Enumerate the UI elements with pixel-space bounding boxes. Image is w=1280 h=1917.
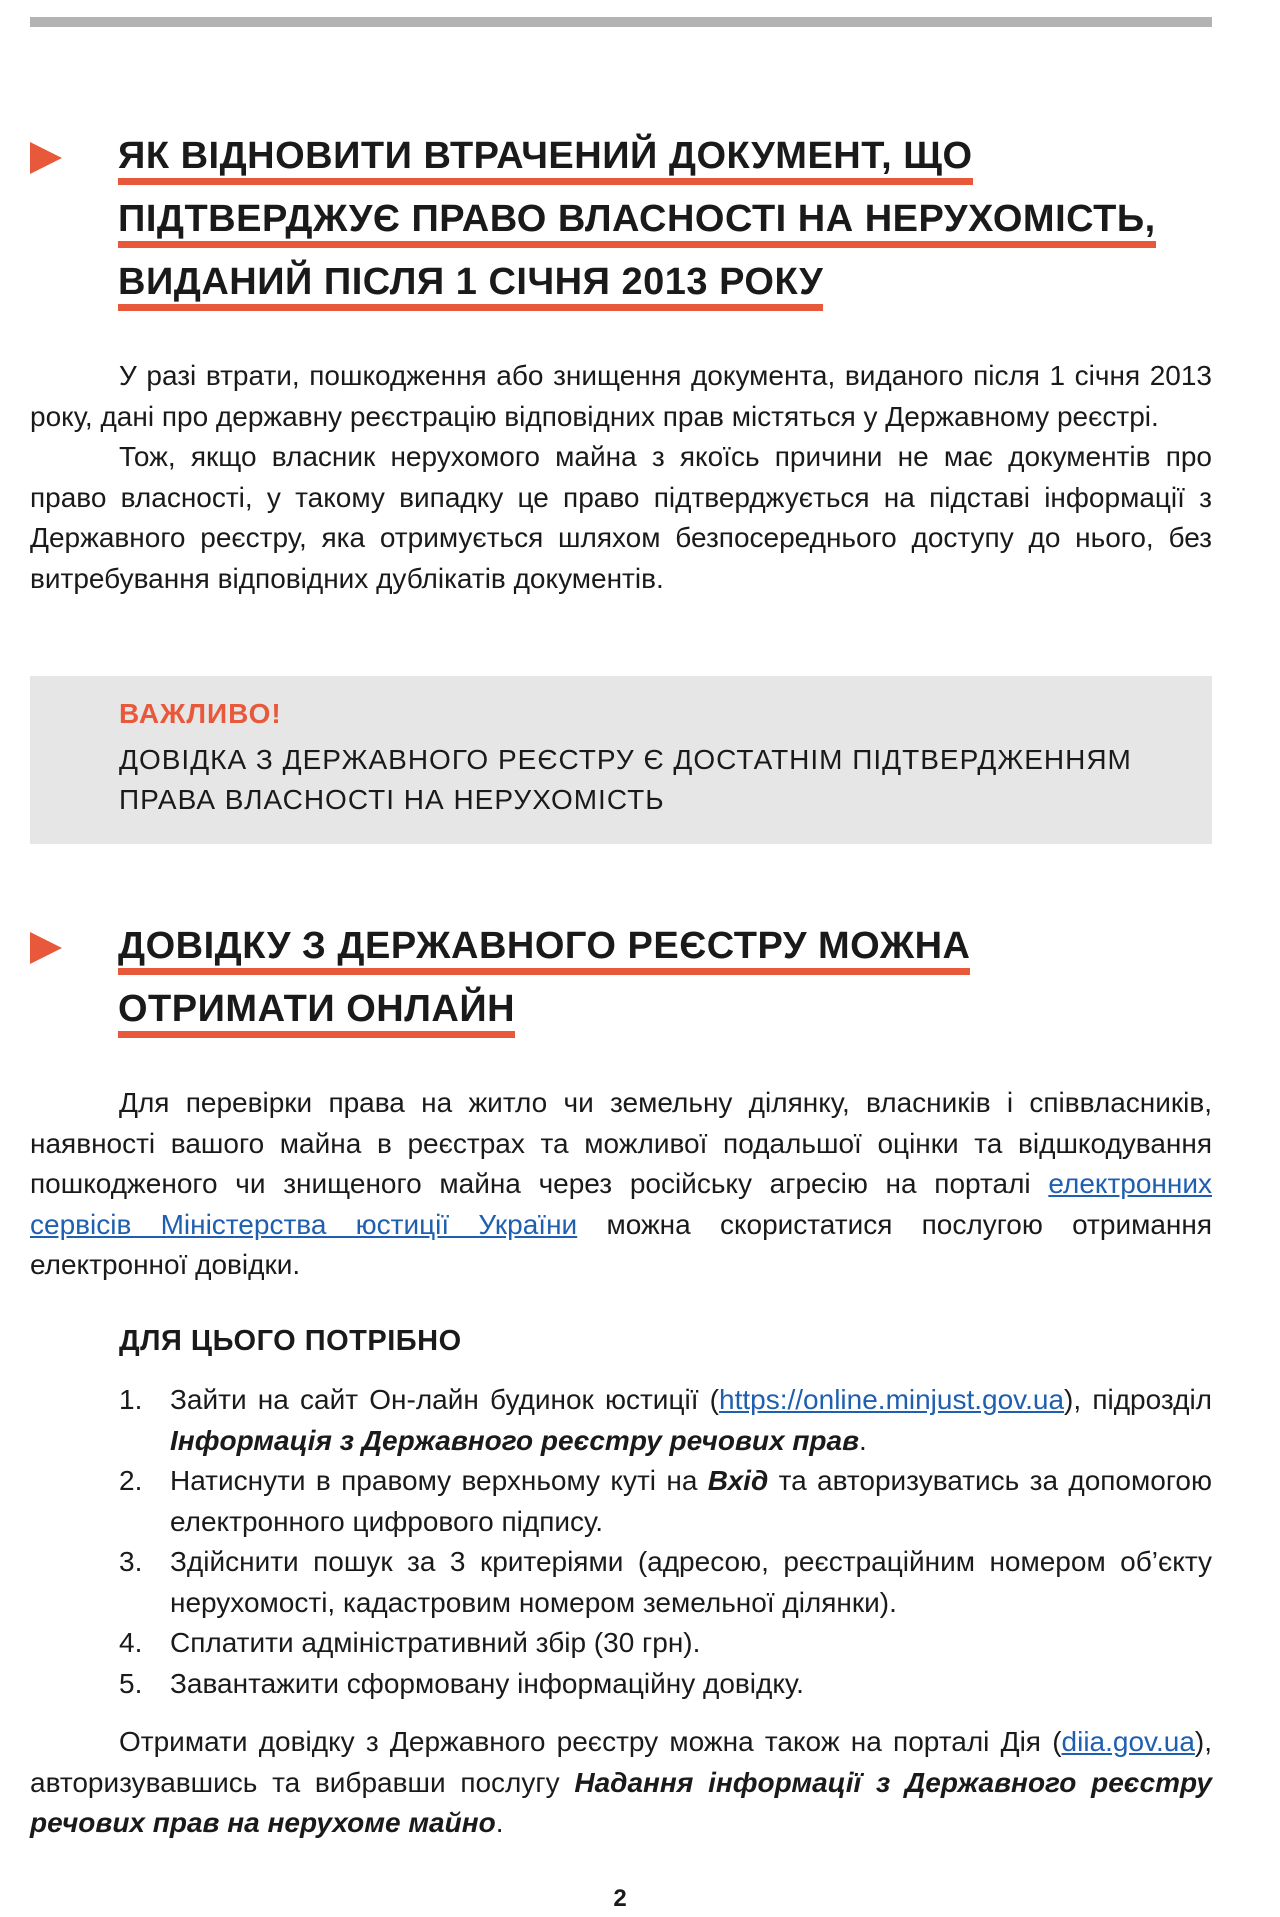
outro-text: ), авторизувавшись та вибравши послугу — [30, 1726, 1212, 1798]
list-item — [30, 1664, 1212, 1705]
callout-text: ДОВІДКА З ДЕРЖАВНОГО РЕЄСТРУ Є ДОСТАТНІМ ПІДТВЕРДЖЕННЯМ ПРАВА ВЛАСНОСТІ НА НЕРУХОМІСТЬ — [119, 744, 1132, 815]
triangle-bullet-icon — [30, 932, 62, 964]
callout-title: ВАЖЛИВО! — [119, 698, 282, 729]
outro-text: Отримати довідку з Державного реєстру можна також на порталі Дія ( — [119, 1726, 1062, 1757]
diia-link[interactable]: diia.gov.ua — [1061, 1726, 1195, 1757]
heading-line: ЯК ВІДНОВИТИ ВТРАЧЕНИЙ ДОКУМЕНТ, ЩО — [118, 134, 973, 185]
paragraph: Тож, якщо власник нерухомого майна з якоїсь причини не має документів про право власності, у такому випадку це право підтверджується на підставі інформації з Державного реєстру, яка отримується шляхом безпосереднього доступу до нього, без витребування відповідних дублікатів документів. — [30, 441, 1212, 594]
outro-text: . — [495, 1807, 504, 1838]
triangle-bullet-icon — [30, 142, 62, 174]
section2-outro — [30, 1722, 1212, 1844]
heading-line: ПІДТВЕРДЖУЄ ПРАВО ВЛАСНОСТІ НА НЕРУХОМІСТЬ, — [118, 197, 1156, 248]
minjust-online-link[interactable]: https://online.minjust.gov.ua — [719, 1384, 1065, 1415]
step-number: 1. — [119, 1384, 143, 1415]
section2-intro — [30, 1083, 1212, 1286]
list-item — [30, 1380, 1212, 1461]
intro-text: можна скористатися послугою отримання електронної довідки. — [30, 1208, 1213, 1280]
heading-line: ВИДАНИЙ ПІСЛЯ 1 СІЧНЯ 2013 РОКУ — [118, 260, 823, 311]
list-item — [30, 1623, 1212, 1664]
heading-line: ОТРИМАТИ ОНЛАЙН — [118, 987, 515, 1038]
page-number: 2 — [613, 1885, 627, 1912]
step-number: 4. — [119, 1627, 143, 1658]
step-text: ), підрозділ — [1064, 1384, 1213, 1415]
paragraph — [30, 1722, 1212, 1844]
step-number: 3. — [119, 1546, 143, 1577]
step-number: 2. — [119, 1465, 143, 1496]
step-text: Здійснити пошук за 3 критеріями (адресою, реєстраційним номером об’єкту нерухомості, кадастровим номером земельної ділянки). — [170, 1546, 1212, 1618]
step-text: Завантажити сформовану інформаційну довідку. — [170, 1667, 804, 1699]
minjust-services-link[interactable]: електронних сервісів Міністерства юстиції України — [30, 1168, 1212, 1240]
paragraph — [30, 1083, 1212, 1286]
step-text: Сплатити адміністративний збір (30 грн). — [170, 1627, 701, 1658]
step-text: . — [859, 1424, 867, 1456]
top-rule — [30, 17, 1212, 27]
step-emphasis: Вхід — [707, 1465, 769, 1496]
intro-text: Для перевірки права на житло чи земельну ділянку, власників і співвласників, наявності вашого майна в реєстрах та можливої подальшої оцінки та відшкодування пошкодженого чи знищеного майна через російську агресію на порталі — [30, 1087, 1212, 1199]
section1-body — [30, 356, 1212, 599]
steps-title: ДЛЯ ЦЬОГО ПОТРІБНО — [119, 1325, 462, 1357]
step-text: та авторизуватись за допомогою електронного цифрового підпису. — [170, 1465, 1212, 1537]
steps-list — [30, 1380, 1212, 1704]
list-item — [30, 1542, 1212, 1623]
heading-line: ДОВІДКУ З ДЕРЖАВНОГО РЕЄСТРУ МОЖНА — [118, 924, 970, 975]
list-item — [30, 1461, 1212, 1542]
paragraph: У разі втрати, пошкодження або знищення документа, виданого після 1 січня 2013 року, дані про державну реєстрацію відповідних прав містяться у Державному реєстрі. — [30, 360, 1212, 432]
important-callout — [30, 676, 1212, 844]
step-text: Зайти на сайт Он-лайн будинок юстиції ( — [170, 1384, 720, 1415]
step-emphasis: Інформація з Державного реєстру речових прав — [170, 1424, 860, 1456]
step-text: Натиснути в правому верхньому куті на — [170, 1465, 708, 1496]
service-name: Надання інформації з Державного реєстру речових прав на нерухоме майно — [30, 1766, 1212, 1838]
step-number: 5. — [119, 1667, 143, 1699]
